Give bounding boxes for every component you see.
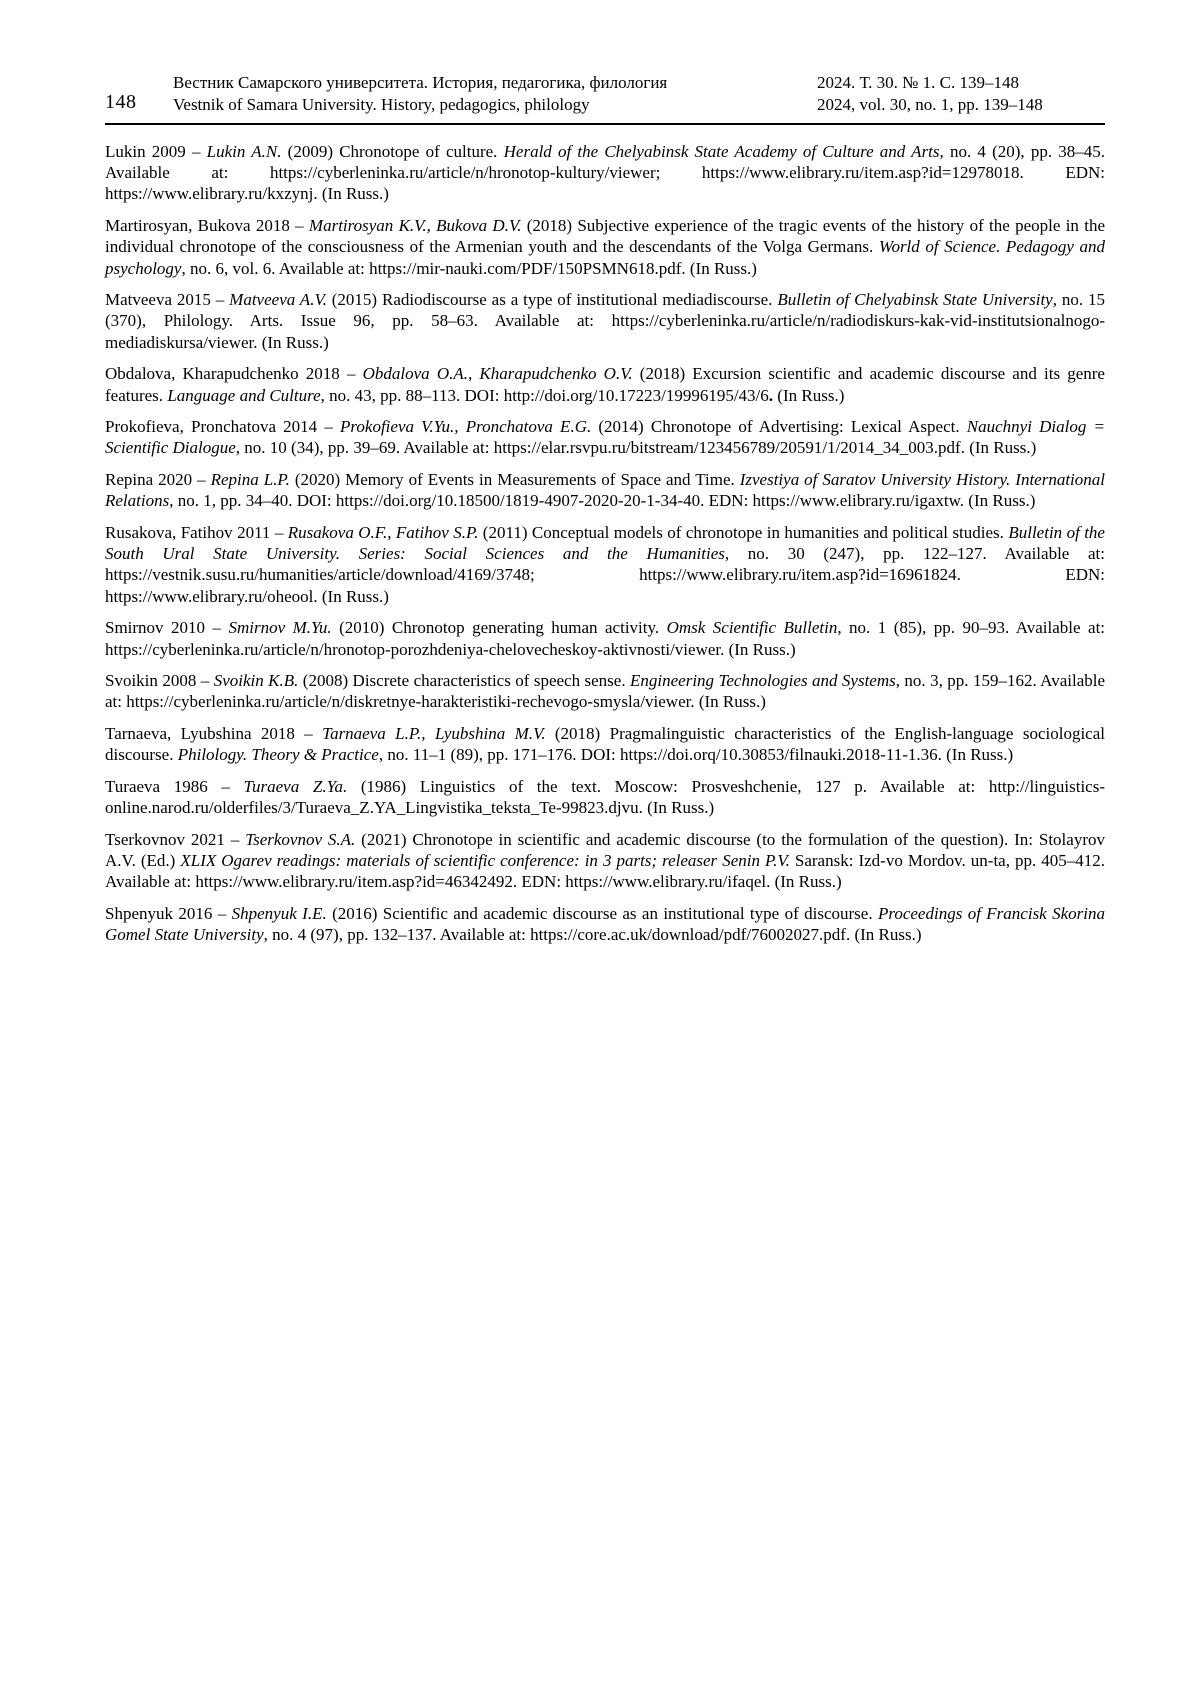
reference-entry bbox=[105, 522, 1105, 607]
journal-title-ru: Вестник Самарского университета. История, педагогика, филология bbox=[173, 73, 668, 92]
reference-segment: Tarnaeva, Lyubshina 2018 – bbox=[105, 724, 323, 744]
reference-segment: Tserkovnov 2021 – bbox=[105, 829, 246, 849]
reference-segment: (2010) Chronotop generating human activity. bbox=[331, 618, 667, 638]
reference-segment: Lukin 2009 – bbox=[105, 142, 207, 161]
reference-segment: , no. 11–1 (89), pp. 171–176. DOI: https://doi.orq/10.30853/filnauki.2018-11-1.36. (In Russ.) bbox=[378, 745, 1014, 765]
reference-segment: Prokofieva, Pronchatova 2014 – bbox=[105, 417, 341, 437]
reference-segment: , no. 10 (34), pp. 39–69. Available at: https://elar.rsvpu.ru/bitstream/123456789/20591/1/2014_34_003.pdf. (In Russ.) bbox=[235, 438, 1037, 458]
reference-entry bbox=[105, 363, 1105, 405]
reference-segment: (2008) Discrete characteristics of speech sense. bbox=[298, 671, 631, 691]
reference-segment: Matveeva 2015 – bbox=[105, 290, 230, 310]
reference-segment: (2015) Radiodiscourse as a type of institutional mediadiscourse. bbox=[326, 290, 778, 310]
page-number: 148 bbox=[105, 91, 137, 113]
reference-entry bbox=[105, 903, 1105, 945]
reference-segment: , no. 43, pp. 88–113. DOI: http://doi.org/10.17223/19996195/43/6 bbox=[320, 385, 769, 405]
reference-segment: , no. 6, vol. 6. Available at: https://mir-nauki.com/PDF/150PSMN618.pdf. (In Russ.) bbox=[181, 258, 757, 278]
reference-segment: Smirnov M.Yu. bbox=[228, 618, 332, 638]
reference-segment: (2018) Subjective experience of the tragic events of the history of the people in the individual chronotope of the consciousness of the Armenian youth and the descendants of the Volga Germans. bbox=[105, 216, 1105, 257]
reference-segment: Lukin A.N. bbox=[206, 142, 282, 161]
reference-segment: . bbox=[768, 385, 774, 405]
reference-entry bbox=[105, 416, 1105, 458]
reference-entry bbox=[105, 829, 1105, 893]
reference-segment: (2020) Memory of Events in Measurements of Space and Time. bbox=[289, 470, 740, 490]
reference-segment: Obdalova O.A., Kharapudchenko O.V. bbox=[362, 364, 633, 384]
header-rule bbox=[105, 123, 1105, 125]
reference-segment: (2014) Chronotope of Advertising: Lexical Aspect. bbox=[591, 417, 967, 437]
reference-segment: Herald of the Chelyabinsk State Academy of Culture and Arts bbox=[503, 142, 940, 161]
reference-segment: , no. 1, pp. 34–40. DOI: https://doi.org/10.18500/1819-4907-2020-20-1-34-40. EDN: https://www.elibrary.ru/igaxtw. (In Russ.) bbox=[169, 491, 1036, 511]
reference-segment: Repina 2020 – bbox=[105, 470, 211, 490]
reference-entry bbox=[105, 617, 1105, 659]
reference-segment: Tserkovnov S.A. bbox=[245, 829, 356, 849]
reference-entry bbox=[105, 776, 1105, 818]
reference-segment: Engineering Technologies and Systems bbox=[630, 671, 896, 691]
reference-segment: , no. 1 (85), pp. 90–93. Available at: https://cyberleninka.ru/article/n/hronotop-porozhdeniya-chelovecheskoy-aktivnosti/viewer. (In Russ.) bbox=[105, 618, 1106, 659]
reference-entry bbox=[105, 723, 1105, 765]
reference-segment: Shpenyuk I.E. bbox=[231, 904, 327, 924]
reference-segment: Tarnaeva L.P., Lyubshina M.V. bbox=[322, 724, 546, 744]
reference-segment: Smirnov 2010 – bbox=[105, 618, 229, 638]
reference-entry bbox=[105, 141, 1105, 205]
reference-segment: (2021) Chronotope in scientific and academic discourse (to the formulation of the question). In: Stolayrov A.V. (Ed.) bbox=[105, 829, 1105, 871]
reference-segment: , no. 4 (97), pp. 132–137. Available at: https://core.ac.uk/download/pdf/76002027.pdf. (In Russ.) bbox=[263, 925, 922, 945]
reference-segment: Prokofieva V.Yu., Pronchatova E.G. bbox=[340, 417, 592, 437]
reference-segment: Svoikin 2008 – bbox=[105, 671, 214, 691]
reference-segment: , no. 3, pp. 159–162. Available at: https://cyberleninka.ru/article/n/diskretnye-harakteristiki-rechevogo-smysla/viewer. (In Russ.) bbox=[105, 671, 1106, 712]
reference-segment: Martirosyan, Bukova 2018 – bbox=[105, 216, 309, 236]
reference-segment: Repina L.P. bbox=[210, 470, 290, 490]
reference-segment: XLIX Ogarev readings: materials of scientific conference: in 3 parts; releaser Senin P.V. bbox=[180, 851, 790, 871]
reference-segment: (2011) Conceptual models of chronotope in humanities and political studies. bbox=[478, 523, 1009, 543]
journal-titles bbox=[173, 72, 817, 116]
reference-segment: , no. 15 (370), Philology. Arts. Issue 96, pp. 58–63. Available at: https://cyberleninka.ru/article/n/radiodiskurs-kak-vid-institutsionalnogo-mediadiskursa/viewer. (In Russ.) bbox=[105, 290, 1105, 352]
reference-segment: Omsk Scientific Bulletin bbox=[666, 618, 838, 638]
reference-entry bbox=[105, 289, 1105, 353]
reference-entry bbox=[105, 670, 1105, 712]
reference-segment: Nauchnyi Dialog = Scientific Dialogue bbox=[105, 417, 1105, 458]
reference-segment: , no. 4 (20), pp. 38–45. Available at: https://cyberleninka.ru/article/n/hronotop-kultury/viewer; https://www.elibrary.ru/item.asp?id=12978018. EDN: https://www.elibrary.ru/kxzynj. (In Russ.) bbox=[105, 142, 1106, 204]
reference-segment: Saransk: Izd-vo Mordov. un-ta, pp. 405–412. Available at: https://www.elibrary.ru/item.asp?id=46342492. EDN: https://www.elibrary.ru/ifaqel. (In Russ.) bbox=[105, 851, 1106, 892]
reference-segment: (In Russ.) bbox=[773, 385, 845, 405]
reference-segment: Izvestiya of Saratov University History. International Relations bbox=[105, 470, 1105, 511]
reference-segment: (2016) Scientific and academic discourse as an institutional type of discourse. bbox=[326, 904, 878, 924]
reference-segment: (2009) Chronotope of culture. bbox=[281, 142, 504, 161]
references-list bbox=[105, 141, 1105, 956]
reference-segment: World of Science. Pedagogy and psychology bbox=[105, 237, 1105, 278]
issue-info-ru: 2024. Т. 30. № 1. С. 139–148 bbox=[817, 73, 1019, 92]
reference-segment: Obdalova, Kharapudchenko 2018 – bbox=[105, 364, 363, 384]
reference-entry bbox=[105, 215, 1105, 279]
journal-title-en: Vestnik of Samara University. History, pedagogics, philology bbox=[173, 95, 590, 114]
reference-entry bbox=[105, 469, 1105, 511]
reference-segment: Proceedings of Francisk Skorina Gomel State University bbox=[105, 904, 1105, 945]
reference-segment: Bulletin of the South Ural State University. Series: Social Sciences and the Humanities bbox=[105, 523, 1105, 564]
reference-segment: Svoikin K.B. bbox=[213, 671, 299, 691]
reference-segment: (2018) Excursion scientific and academic discourse and its genre features. bbox=[105, 364, 1105, 405]
reference-segment: Turaeva Z.Ya. bbox=[243, 777, 348, 797]
reference-segment: Matveeva A.V. bbox=[229, 290, 327, 310]
reference-segment: Turaeva 1986 – bbox=[105, 777, 244, 797]
issue-info bbox=[817, 72, 1105, 116]
reference-segment: Rusakova, Fatihov 2011 – bbox=[105, 523, 288, 543]
reference-segment: , no. 30 (247), pp. 122–127. Available at: https://vestnik.susu.ru/humanities/article/download/4169/3748; https://www.elibrary.ru/item.asp?id=16961824. EDN: https://www.elibrary.ru/oheool. (In Russ.) bbox=[105, 544, 1105, 606]
reference-segment: Philology. Theory & Practice bbox=[177, 745, 379, 765]
reference-segment: (1986) Linguistics of the text. Moscow: Prosveshchenie, 127 p. Available at: http://linguistics-online.narod.ru/olderfiles/3/Turaeva_Z.YA_Lingvistika_teksta_Te-99823.djvu. (In Russ.) bbox=[105, 777, 1105, 818]
running-header bbox=[105, 72, 1105, 116]
reference-segment: Rusakova O.F., Fatihov S.P. bbox=[287, 523, 479, 543]
reference-segment: Bulletin of Chelyabinsk State University bbox=[777, 290, 1053, 310]
reference-segment: Shpenyuk 2016 – bbox=[105, 904, 232, 924]
reference-segment: (2018) Pragmalinguistic characteristics of the English-language sociological discourse. bbox=[105, 724, 1105, 765]
reference-segment: Language and Culture bbox=[167, 385, 321, 405]
issue-info-en: 2024, vol. 30, no. 1, pp. 139–148 bbox=[817, 95, 1043, 114]
reference-segment: Martirosyan K.V., Bukova D.V. bbox=[308, 216, 522, 236]
